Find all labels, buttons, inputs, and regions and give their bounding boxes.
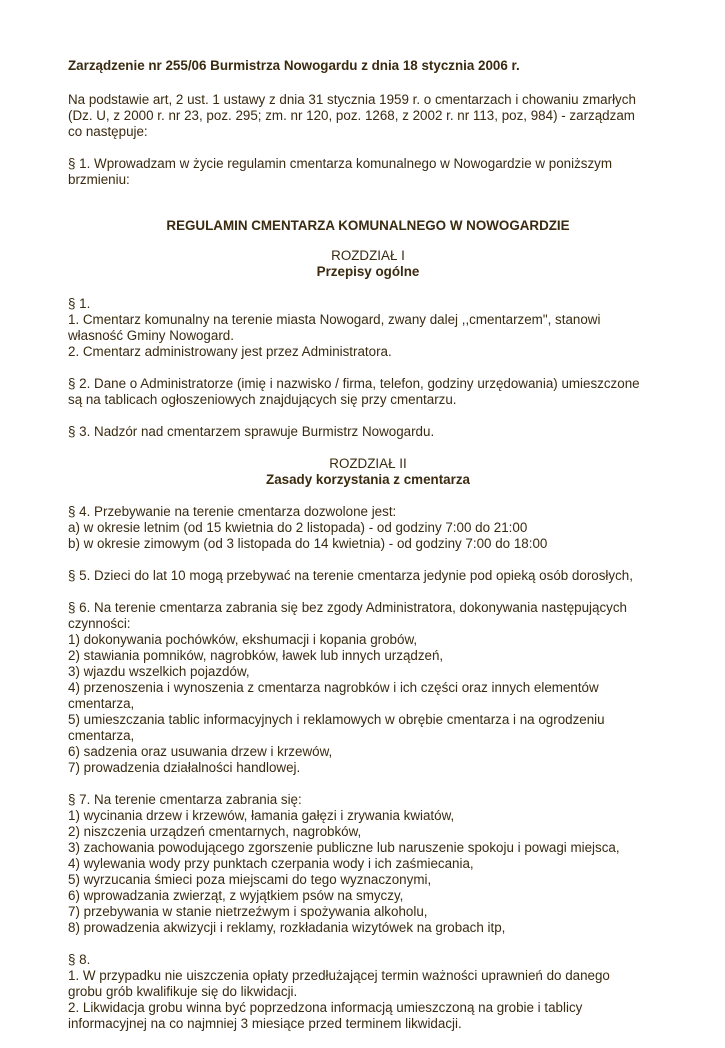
chapter-1-name: Przepisy ogólne [316,264,420,279]
section-4-line: b) w okresie zimowym (od 3 listopada do 14 kwietnia) - od godziny 7:00 do 18:00 [68,536,548,551]
section-2-line: § 2. Dane o Administratorze (imię i nazwisko / firma, telefon, godziny urzędowania) umieszczone [68,376,640,391]
section-7-line: 2) niszczenia urządzeń cmentarnych, nagrobków, [68,824,362,839]
section-8-line: grobu grób kwalifikuje się do likwidacji. [68,984,298,999]
section-8-line: § 8. [68,952,91,967]
section-6-line: 1) dokonywania pochówków, ekshumacji i kopania grobów, [68,632,418,647]
section-6-line: § 6. Na terenie cmentarza zabrania się bez zgody Administratora, dokonywania następujących [68,600,627,615]
section-4-line: § 4. Przebywanie na terenie cmentarza dozwolone jest: [68,504,397,519]
regulation-title [68,218,668,234]
chapter-1-label: ROZDZIAŁ I [331,248,405,263]
section-8-line: 2. Likwidacja grobu winna być poprzedzona informacją umieszczoną na grobie i tablicy [68,1000,583,1015]
section-7-line: 8) prowadzenia akwizycji i reklamy, rozkładania wizytówek na grobach itp, [68,920,506,935]
section-7-line: § 7. Na terenie cmentarza zabrania się: [68,792,302,807]
section-5-line: § 5. Dzieci do lat 10 mogą przebywać na terenie cmentarza jedynie pod opieką osób dorosłych, [68,568,633,583]
intro-paragraph [68,92,668,140]
paragraph-1-line: § 1. Wprowadzam w życie regulamin cmentarza komunalnego w Nowogardzie w poniższym [68,156,613,171]
section-8-line: 1. W przypadku nie uiszczenia opłaty przedłużającej termin ważności uprawnień do danego [68,968,610,983]
section-4 [68,504,668,552]
section-6 [68,600,668,776]
chapter-2-name: Zasady korzystania z cmentarza [266,472,470,487]
section-4-line: a) w okresie letnim (od 15 kwietnia do 2 listopada) - od godziny 7:00 do 21:00 [68,520,528,535]
section-1-line: własność Gminy Nowogard. [68,328,234,343]
section-6-line: 5) umieszczania tablic informacyjnych i reklamowych w obrębie cmentarza i na ogrodzeniu [68,712,605,727]
intro-line: Na podstawie art, 2 ust. 1 ustawy z dnia 31 stycznia 1959 r. o cmentarzach i chowaniu zmarłych [68,92,636,107]
section-1-line: § 1. [68,296,91,311]
section-1 [68,296,668,360]
section-8-line: informacyjnej na co najmniej 3 miesiące przed terminem likwidacji. [68,1016,462,1031]
paragraph-1 [68,156,668,188]
intro-line: co następuje: [68,124,148,139]
section-3-line: § 3. Nadzór nad cmentarzem sprawuje Burmistrz Nowogardu. [68,424,435,439]
document-title [68,58,668,74]
section-6-line: 3) wjazdu wszelkich pojazdów, [68,664,250,679]
section-2 [68,376,668,408]
section-3 [68,424,668,440]
section-6-line: 2) stawiania pomników, nagrobków, ławek lub innych urządzeń, [68,648,444,663]
section-7-line: 1) wycinania drzew i krzewów, łamania gałęzi i zrywania kwiatów, [68,808,455,823]
section-1-line: 2. Cmentarz administrowany jest przez Administratora. [68,344,392,359]
section-2-line: są na tablicach ogłoszeniowych znajdujących się przy cmentarzu. [68,392,457,407]
intro-line: (Dz. U, z 2000 r. nr 23, poz. 295; zm. nr 120, poz. 1268, z 2002 r. nr 113, poz, 984) - zarządzam [68,108,635,123]
section-7 [68,792,668,936]
section-7-line: 3) zachowania powodującego zgorszenie publiczne lub naruszenie spokoju i powagi miejsca, [68,840,620,855]
section-7-line: 6) wprowadzania zwierząt, z wyjątkiem psów na smyczy, [68,888,404,903]
section-7-line: 4) wylewania wody przy punktach czerpania wody i ich zaśmiecania, [68,856,474,871]
document-page [68,58,668,1048]
regulation-title-text: REGULAMIN CMENTARZA KOMUNALNEGO W NOWOGARDZIE [166,218,570,233]
section-7-line: 7) przebywania w stanie nietrzeźwym i spożywania alkoholu, [68,904,428,919]
section-6-line: 7) prowadzenia działalności handlowej. [68,760,301,775]
section-7-line: 5) wyrzucania śmieci poza miejscami do tego wyznaczonymi, [68,872,432,887]
section-6-line: cmentarza, [68,728,135,743]
paragraph-1-line: brzmieniu: [68,172,130,187]
section-6-line: cmentarza, [68,696,135,711]
chapter-1-heading [68,248,668,280]
section-1-line: 1. Cmentarz komunalny na terenie miasta Nowogard, zwany dalej ,,cmentarzem", stanowi [68,312,601,327]
document-title-text: Zarządzenie nr 255/06 Burmistrza Nowogardu z dnia 18 stycznia 2006 r. [68,58,520,73]
section-6-line: czynności: [68,616,131,631]
section-5 [68,568,668,584]
section-8 [68,952,668,1032]
chapter-2-heading [68,456,668,488]
section-6-line: 6) sadzenia oraz usuwania drzew i krzewów, [68,744,333,759]
section-6-line: 4) przenoszenia i wynoszenia z cmentarza nagrobków i ich części oraz innych elementów [68,680,599,695]
chapter-2-label: ROZDZIAŁ II [329,456,407,471]
